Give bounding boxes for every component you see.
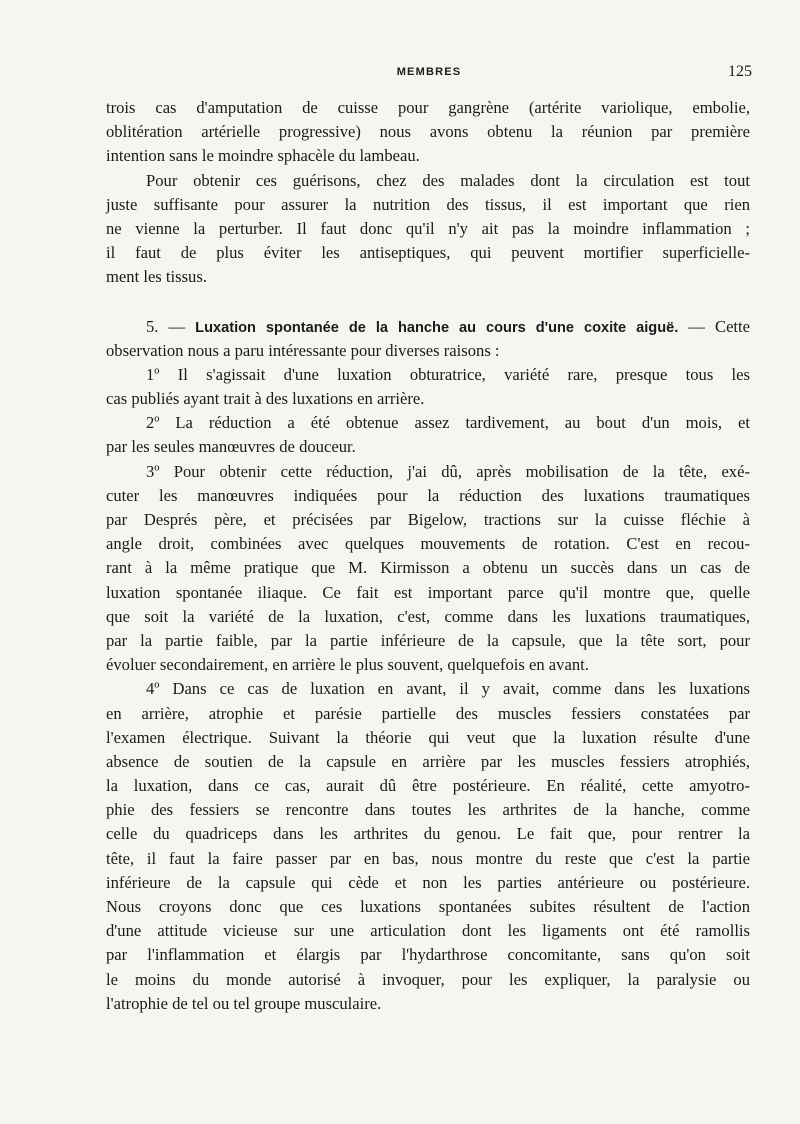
text-line: le moins du monde autorisé à invoquer, pour les expliquer, la paralysie ou xyxy=(106,969,750,989)
section-number: 5. — xyxy=(146,316,186,336)
text-line: par l'inflammation et élargis par l'hydarthrose concomitante, sans qu'on soit xyxy=(106,945,750,965)
text-line: Pour obtenir ces guérisons, chez des malades dont la circulation est tout xyxy=(146,170,750,190)
text-line: en arrière, atrophie et parésie partielle des muscles fessiers constatées par xyxy=(106,703,750,723)
text-line: intention sans le moindre sphacèle du lambeau. xyxy=(106,146,420,166)
running-title: MEMBRES xyxy=(396,66,462,78)
text-line: luxation spontanée iliaque. Ce fait est important parce qu'il montre que, quelle xyxy=(106,582,750,602)
text-line: l'atrophie de tel ou tel groupe musculaire. xyxy=(106,993,382,1013)
numbered-point xyxy=(106,411,750,459)
text-line: que soit la variété de la luxation, c'est, comme dans les luxations traumatiques, xyxy=(106,606,750,626)
running-head xyxy=(106,63,752,83)
text-line: observation nous a paru intéressante pour diverses raisons : xyxy=(106,340,500,360)
text-line: par les seules manœuvres de douceur. xyxy=(106,437,356,457)
text-line: évoluer secondairement, en arrière le plus souvent, quelquefois en avant. xyxy=(106,655,589,675)
paragraph xyxy=(106,169,750,290)
page-number: 125 xyxy=(728,63,752,80)
text-line: cas publiés ayant trait à des luxations en arrière. xyxy=(106,389,425,409)
text-line: phie des fessiers se rencontre dans toutes les arthrites de la hanche, comme xyxy=(106,800,750,820)
paragraph xyxy=(106,96,750,169)
text-line: l'examen électrique. Suivant la théorie qui veut que la luxation résulte d'une xyxy=(106,727,750,747)
text-line: rant à la même pratique que M. Kirmisson a obtenu un succès dans un cas de xyxy=(106,558,750,578)
text-line: cuter les manœuvres indiquées pour la réduction des luxations traumatiques xyxy=(106,485,750,505)
section xyxy=(106,315,750,363)
text-line: celle du quadriceps dans les arthrites du genou. Le fait que, pour rentrer la xyxy=(106,824,750,844)
text-line: ment les tissus. xyxy=(106,267,207,287)
text-line: 1º Il s'agissait d'une luxation obturatrice, variété rare, presque tous les xyxy=(146,364,750,384)
section-heading-line xyxy=(106,315,750,339)
numbered-point xyxy=(106,677,750,1016)
text-line: Nous croyons donc que ces luxations spontanées subites résultent de l'action xyxy=(106,897,750,916)
text-line: trois cas d'amputation de cuisse pour gangrène (artérite variolique, embolie, xyxy=(106,98,750,117)
text-line: juste suffisante pour assurer la nutrition des tissus, il est important que rien xyxy=(106,194,750,214)
text-line: absence de soutien de la capsule en arrière par les muscles fessiers atrophiés, xyxy=(106,751,750,771)
numbered-point xyxy=(106,460,750,678)
text-line: tête, il faut la faire passer par en bas, nous montre du reste que c'est la partie xyxy=(106,848,750,868)
text-line: angle droit, combinées avec quelques mouvements de rotation. C'est en recou- xyxy=(106,534,750,554)
section-title: Luxation spontanée de la hanche au cours d'une coxite aiguë. xyxy=(195,319,679,336)
text-line: 4º Dans ce cas de luxation en avant, il y avait, comme dans les luxations xyxy=(146,679,750,699)
section-title-rest: — Cette xyxy=(688,316,751,336)
text-line: il faut de plus éviter les antiseptiques, qui peuvent mortifier superficielle- xyxy=(106,243,750,263)
text-line: inférieure de la capsule qui cède et non les parties antérieure ou postérieure. xyxy=(106,872,750,892)
text-line: la luxation, dans ce cas, aurait dû être postérieure. En réalité, cette amyotro- xyxy=(106,776,750,796)
text-line: par Després père, et précisées par Bigelow, tractions sur la cuisse fléchie à xyxy=(106,510,750,529)
text-line: 2º La réduction a été obtenue assez tardivement, au bout d'un mois, et xyxy=(146,413,750,433)
text-line: d'une attitude vicieuse sur une articulation dont les ligaments ont été ramollis xyxy=(106,921,750,941)
section-gap xyxy=(106,290,750,315)
text-line: 3º Pour obtenir cette réduction, j'ai dû, après mobilisation de la tête, exé- xyxy=(146,461,750,481)
text-line: ne vienne la perturber. Il faut donc qu'il n'y ait pas la moindre inflammation ; xyxy=(106,218,750,238)
text-line: par la partie faible, par la partie inférieure de la capsule, que la tête sort, pour xyxy=(106,630,750,650)
body-text xyxy=(106,96,750,1016)
numbered-point xyxy=(106,363,750,411)
text-line: oblitération artérielle progressive) nous avons obtenu la réunion par première xyxy=(106,122,750,142)
